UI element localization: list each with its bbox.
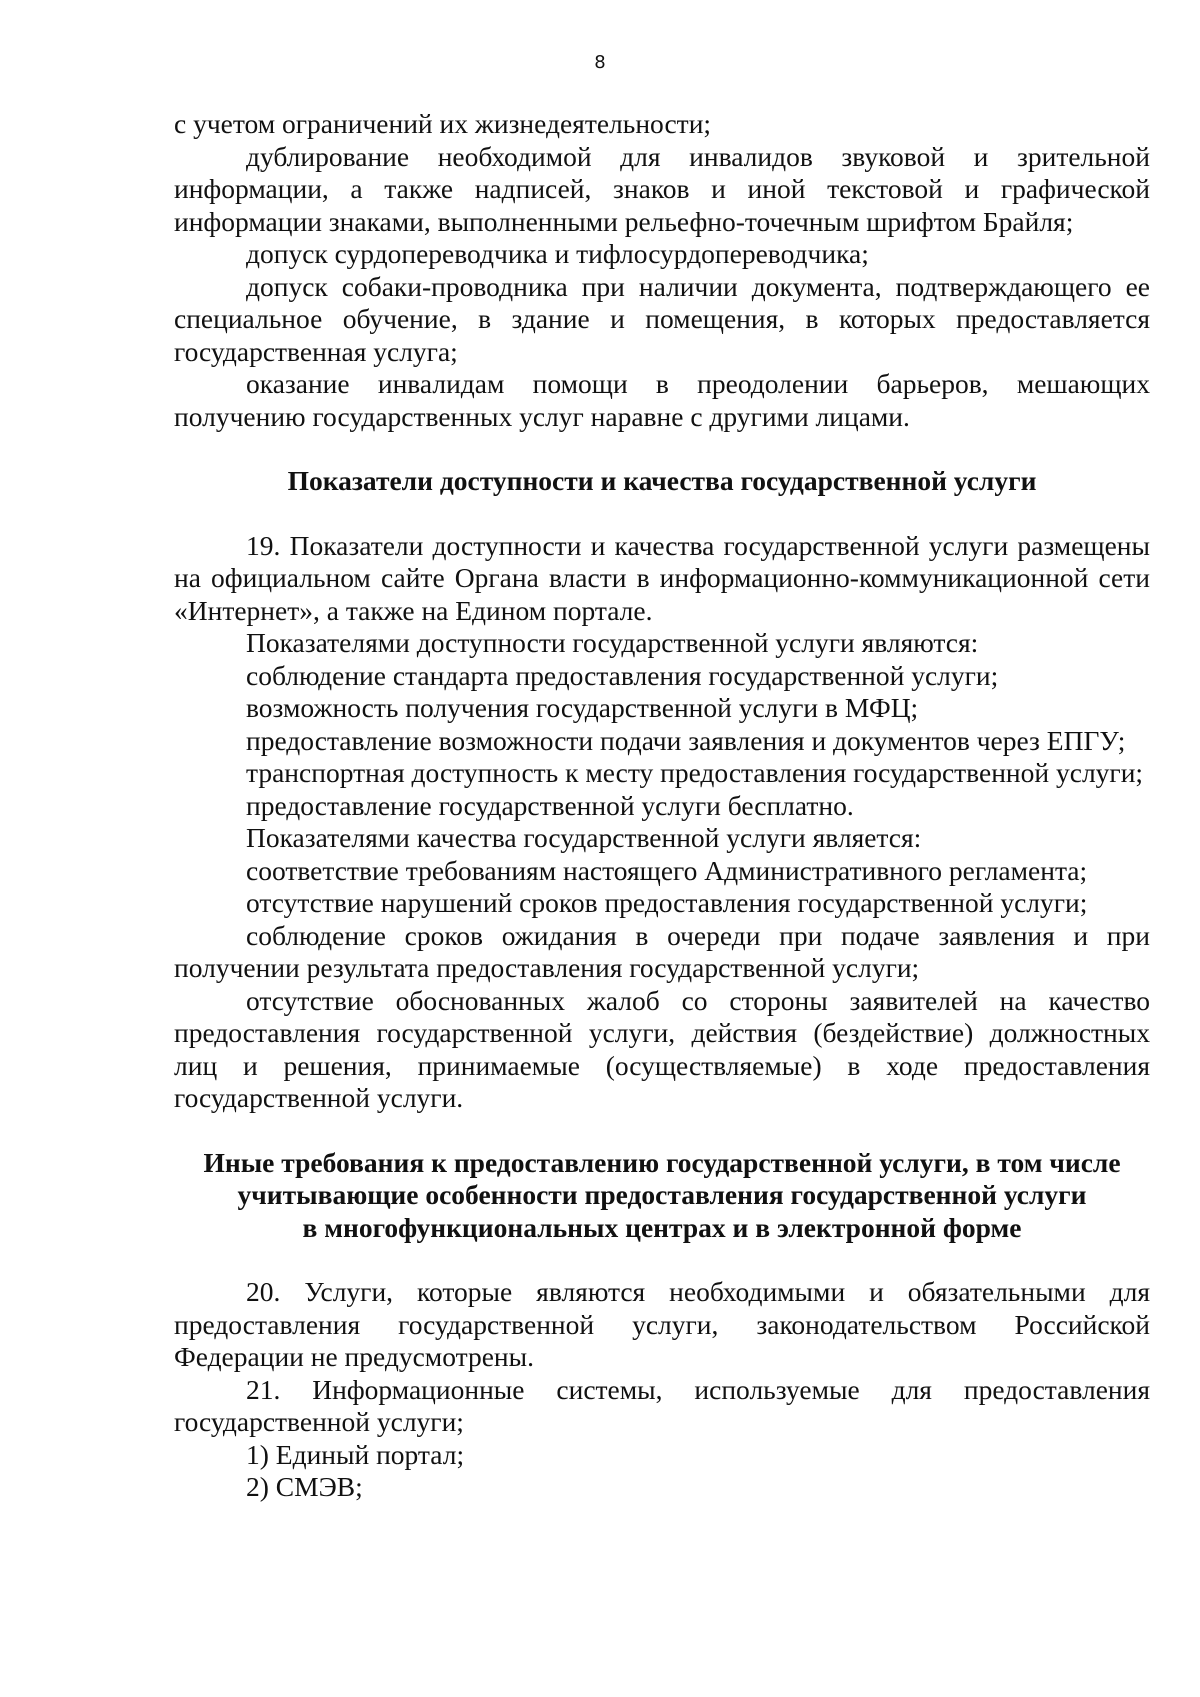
paragraph: отсутствие нарушений сроков предоставления государственной услуги; — [246, 887, 1088, 918]
section-heading-other-requirements — [174, 1147, 1150, 1245]
page-number: 8 — [594, 52, 606, 73]
paragraph: дублирование необходимой для инвалидов звуковой и зрительной информации, а также надписей, знаков и иной текстовой и графической информации знаками, выполненными рельефно-точечным шрифтом Брайля; — [174, 140, 1150, 237]
document-body — [174, 108, 1150, 1504]
paragraph: допуск собаки-проводника при наличии документа, подтверждающего ее специальное обучение, в здание и помещения, в которых предоставляется государственная услуга; — [174, 270, 1150, 367]
paragraph: 20. Услуги, которые являются необходимыми и обязательными для предоставления государственной услуги, законодательством Российской Федерации не предусмотрены. — [174, 1276, 1150, 1372]
paragraph: транспортная доступность к месту предоставления государственной услуги; — [246, 757, 1144, 788]
paragraph: отсутствие обоснованных жалоб со стороны заявителей на качество предоставления государственной услуги, действия (бездействие) должностных лиц и решения, принимаемые (осуществляемые) в ходе предоставления государственной услуги. — [174, 984, 1150, 1113]
paragraph: соблюдение стандарта предоставления государственной услуги; — [246, 659, 999, 691]
paragraph: допуск сурдопереводчика и тифлосурдопереводчика; — [246, 238, 869, 269]
paragraph: оказание инвалидам помощи в преодолении барьеров, мешающих получению государственных услуг наравне с другими лицами. — [174, 368, 1150, 432]
paragraph: 19. Показатели доступности и качества государственной услуги размещены на официальном сайте Органа власти в информационно-коммуникационной сети «Интернет», а также на Едином портале. — [174, 529, 1150, 626]
paragraph: соответствие требованиям настоящего Административного регламента; — [246, 854, 1088, 886]
paragraph: соблюдение сроков ожидания в очереди при подаче заявления и при получении результата предоставления государственной услуги; — [174, 919, 1150, 983]
section-heading-accessibility: Показатели доступности и качества государственной услуги — [287, 465, 1037, 496]
paragraph: Показателями доступности государственной услуги являются: — [246, 627, 979, 658]
paragraph: предоставление государственной услуги бесплатно. — [246, 789, 854, 821]
paragraph: Показателями качества государственной услуги является: — [246, 822, 922, 853]
heading-line: Иные требования к предоставлению государственной услуги, в том числе — [203, 1146, 1121, 1178]
paragraph: с учетом ограничений их жизнедеятельности; — [174, 108, 712, 139]
list-item: 1) Единый портал; — [246, 1438, 465, 1470]
paragraph: 21. Информационные системы, используемые для предоставления государственной услуги; — [174, 1373, 1150, 1437]
heading-line: в многофункциональных центрах и в электронной форме — [302, 1211, 1022, 1243]
list-item: 2) СМЭВ; — [246, 1471, 363, 1502]
paragraph: возможность получения государственной услуги в МФЦ; — [246, 692, 919, 723]
heading-line: учитывающие особенности предоставления государственной услуги — [237, 1179, 1087, 1210]
paragraph: предоставление возможности подачи заявления и документов через ЕПГУ; — [246, 724, 1126, 756]
